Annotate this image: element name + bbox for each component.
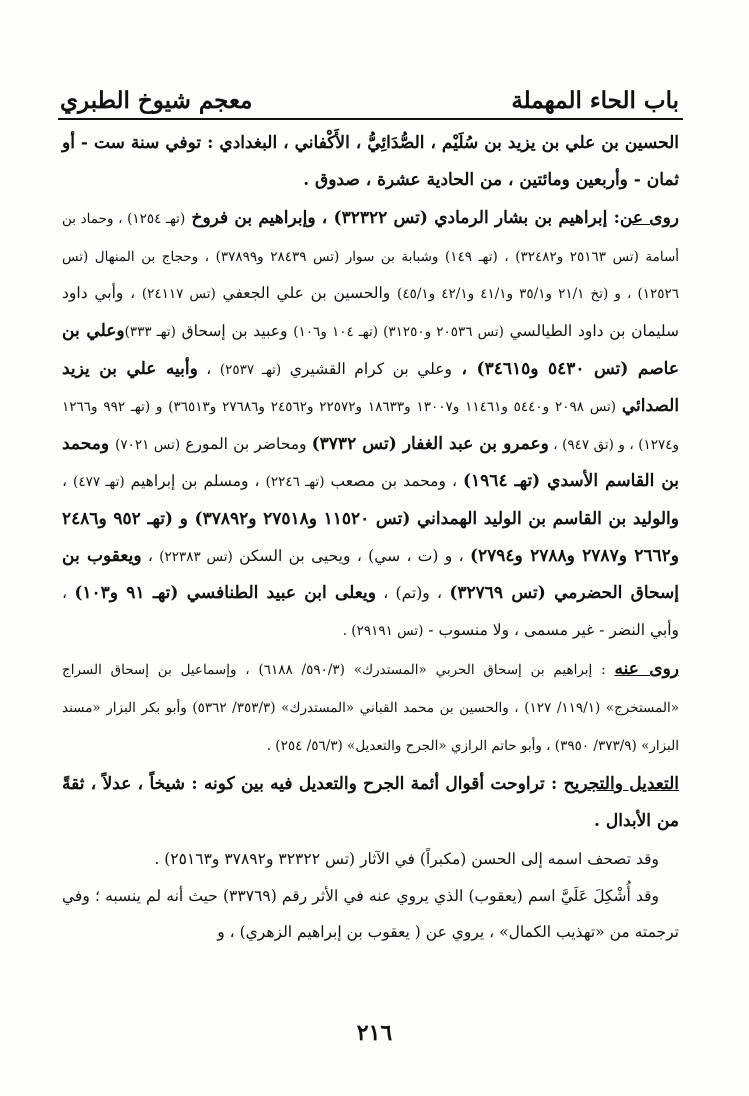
grading-label: التعديل والتجريح (563, 774, 679, 795)
page-number: ٢١٦ (356, 1020, 393, 1046)
entry-name: الحسين بن علي بن يزيد بن سُلَيْم ، الصُّدَائِيُّ ، الأَكْفاني ، البغدادي : توفي سنة ست - أو ثمان - وأربعين ومائتين ، من الحادية عشرة ، صدوق . (62, 133, 679, 190)
chapter-title: باب الحاء المهملة (511, 86, 679, 114)
narrated-from-label: روى عن (619, 208, 679, 229)
entry-heading (62, 125, 679, 198)
grading-paragraph: التعديل والتجريح : تراوحت أقوال أئمة الجرح والتعديل فيه بين كونه : شيخاً ، عدلاً ، ثقةً من الأبدال . (62, 774, 679, 831)
narrated-from-paragraph: روى عن: إبراهيم بن بشار الرمادي (تس ٣٢٣٢٢) ، وإبراهيم بن فروخ (تهـ ١٢٥٤) ، وحماد بن أسامة (تس ٢٥١٦٣ و٣٢٤٨٢) ، (تهـ ١٤٩) وشبابة بن سوار (تس ٢٨٤٣٩ و٣٧٨٩٩) ، وحجاج بن المنهال (تس ١٢٥٢٦) ، و (تخ ٢١/١ و٣٥/١ و٤١/١ و٤٢/١ و٤٥/١) والحسين بن علي الجعفي (تس ٢٤١١٧) ، وأبي داود سليمان بن داود الطيالسي (تس ٢٠٥٣٦ و٣١٢٥٠) (تهـ ١٠٤ و١٠٦) وعبيد بن إسحاق (تهـ ٣٣٣)وعلي بن عاصم (تس ٥٤٣٠ و٣٤٦١٥) ، وعلي بن كرام القشيري (تهـ ٢٥٣٧) ، وأبيه علي بن يزيد الصدائي (تس ٢٠٩٨ و٥٤٤٠ و١١٤٦١ و١٣٠٠٧ و١٨٦٣٣ و٢٢٥٧٢ و٢٤٥٦٢ و٢٧٦٨٦ و٣٦٥١٣) و (تهـ ٩٩٢ و١٢٦٦ و١٢٧٤) ، و (تق ٩٤٧) ، وعمرو بن عبد الغفار (تس ٣٧٣٢) ومحاضر بن المورع (تس ٧٠٢١) ومحمد بن القاسم الأسدي (تهـ ١٩٦٤) ، ومحمد بن مصعب (تهـ ٢٢٤٦) ، ومسلم بن إبراهيم (تهـ ٤٧٧) ، والوليد بن القاسم بن الوليد الهمداني (تس ١١٥٢٠ و٢٧٥١٨ و٣٧٨٩٢) و (تهـ ٩٥٢ و٢٤٨٦ و٢٦٦٢ و٢٧٨٧ و٢٧٨٨ و٢٧٩٤) ، و (ت ، سي) ، ويحيى بن السكن (تس ٢٢٣٨٣) ، ويعقوب بن إسحاق الحضرمي (تس ٣٢٧٦٩) ، و(تم) ، ويعلى ابن عبيد الطنافسي (تهـ ٩١ و١٠٣) ، وأبي النضر - غير مسمى ، ولا منسوب - (تس ٢٩١٩١) . (62, 208, 680, 639)
narrated-by-label: روى عنه (614, 659, 679, 680)
page-body (62, 125, 679, 951)
narrated-by-paragraph: روى عنه : إبراهيم بن إسحاق الحربي «المستدرك» (٥٩٠/٣/ ٦١٨٨) ، وإسماعيل بن إسحاق السراج «المستخرج» (١١٩/١/ ١٢٧) ، والحسين بن محمد القباني «المستدرك» (٣٥٣/٣/ ٥٣٦٢) وأبو بكر البزار «مسند البزار» (٣٧٣/٩/ ٣٩٥٠) ، وأبو حاتم الرازي «الجرح والتعديل» (٥٦/٣/ ٢٥٤) . (62, 659, 679, 754)
book-title: معجم شيوخ الطبري (60, 86, 253, 114)
page-header (60, 80, 679, 120)
note-paragraph-2: وقد أُشْكِلَ عَلَيَّ اسم (يعقوب) الذي يروي عنه في الأثر رقم (٣٣٧٦٩) حيث أنه لم ينسبه ؛ وفي ترجمته من «تهذيب الكمال» ، يروي عن ( يعقوب بن إبراهيم الزهري) ، و (62, 886, 679, 942)
header-divider (58, 118, 683, 120)
note-paragraph-1: وقد تصحف اسمه إلى الحسن (مكبراً) في الآثار (تس ٣٢٣٢٢ و٣٧٨٩٢ و٢٥١٦٣) . (154, 850, 659, 869)
